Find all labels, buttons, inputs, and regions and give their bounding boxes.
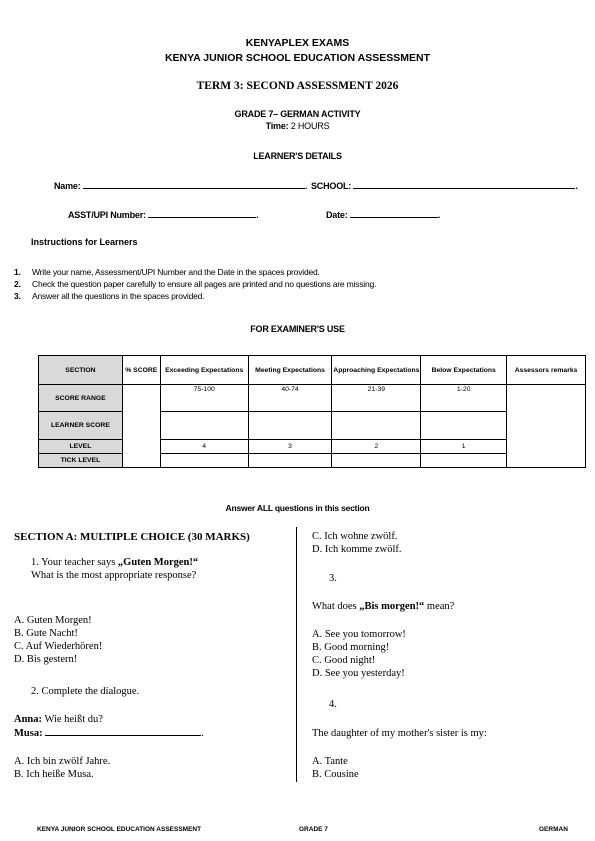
instructions-title: Instructions for Learners xyxy=(31,237,138,247)
option-item[interactable]: A. Tante xyxy=(312,756,348,767)
instructions-list xyxy=(14,266,376,302)
question-1: 1. Your teacher says „Guten Morgen!“ What is the most appropriate response? xyxy=(31,557,199,581)
remarks-cell[interactable] xyxy=(507,385,586,468)
level-cell: 1 xyxy=(421,440,507,454)
anna-label: Anna: xyxy=(14,714,43,725)
col-exceeding: Exceeding Expectations xyxy=(160,356,248,385)
date-label: Date: xyxy=(326,210,348,220)
table-row xyxy=(39,454,586,468)
footer-center: GRADE 7 xyxy=(299,826,328,833)
range-cell: 40-74 xyxy=(248,385,332,412)
tick-cell[interactable] xyxy=(160,454,248,468)
option-item[interactable]: A. See you tomorrow! xyxy=(312,629,406,640)
grade-title: GRADE 7– GERMAN ACTIVITY xyxy=(234,109,361,119)
date-field[interactable]: Date: . xyxy=(326,210,441,220)
level-label: LEVEL xyxy=(39,440,123,454)
option-item[interactable]: D. Ich komme zwölf. xyxy=(312,544,402,555)
dialogue: Anna: Wie heißt du? Musa: . xyxy=(14,714,204,739)
option-item[interactable]: C. Auf Wiederhören! xyxy=(14,641,103,652)
date-blank[interactable] xyxy=(350,209,438,218)
q3-options xyxy=(312,628,406,680)
org-title: KENYAPLEX EXAMS xyxy=(245,37,350,49)
name-field[interactable]: Name: . xyxy=(54,181,308,191)
tick-cell[interactable] xyxy=(421,454,507,468)
instruction-item: 2. Check the question paper carefully to ensure all pages are printed and no questions are missing. xyxy=(14,279,377,289)
range-cell: 21-39 xyxy=(332,385,421,412)
answer-all-note: Answer ALL questions in this section xyxy=(225,503,370,513)
tick-cell[interactable] xyxy=(332,454,421,468)
musa-answer-blank[interactable] xyxy=(45,726,201,736)
option-item[interactable]: B. Ich heiße Musa. xyxy=(14,769,94,780)
tick-cell[interactable] xyxy=(248,454,332,468)
q1-options xyxy=(14,614,102,666)
school-label: SCHOOL: xyxy=(311,181,352,191)
q2-options-right xyxy=(312,530,402,556)
anna-text: Wie heißt du? xyxy=(44,714,103,725)
table-row xyxy=(39,385,586,412)
footer-right: GERMAN xyxy=(539,826,568,833)
range-cell: 1-20 xyxy=(421,385,507,412)
option-item[interactable]: D. Bis gestern! xyxy=(14,654,78,665)
examiner-table xyxy=(38,355,586,468)
range-cell: 75-100 xyxy=(160,385,248,412)
name-blank[interactable] xyxy=(83,180,305,189)
instruction-item: 3. Answer all the questions in the spaces provided. xyxy=(14,291,205,301)
time-label: Time: xyxy=(265,121,289,131)
question-3: What does „Bis morgen!“ mean? xyxy=(312,601,455,612)
option-item[interactable]: B. Cousine xyxy=(312,769,359,780)
time-line xyxy=(0,121,595,131)
asst-field[interactable]: ASST/UPI Number: . xyxy=(68,210,259,220)
learner-score-cell[interactable] xyxy=(248,412,332,440)
col-section: SECTION xyxy=(39,356,123,385)
question-4: The daughter of my mother's sister is my: xyxy=(312,728,487,739)
q3-number: 3. xyxy=(329,573,337,584)
option-item[interactable]: A. Guten Morgen! xyxy=(14,615,92,626)
col-approaching: Approaching Expectations xyxy=(332,356,421,385)
col-remarks: Assessors remarks xyxy=(507,356,586,385)
tick-level-label: TICK LEVEL xyxy=(39,454,123,468)
option-item[interactable]: B. Good morning! xyxy=(312,642,390,653)
section-a-title: SECTION A: MULTIPLE CHOICE (30 MARKS) xyxy=(14,531,250,543)
level-cell: 2 xyxy=(332,440,421,454)
footer-left: KENYA JUNIOR SCHOOL EDUCATION ASSESSMENT xyxy=(37,826,202,833)
asst-blank[interactable] xyxy=(148,209,256,218)
assessment-title: KENYA JUNIOR SCHOOL EDUCATION ASSESSMENT xyxy=(164,52,431,64)
option-item[interactable]: D. See you yesterday! xyxy=(312,668,405,679)
learner-score-cell[interactable] xyxy=(160,412,248,440)
q2-options-left xyxy=(14,755,110,781)
q4-number: 4. xyxy=(329,699,337,710)
table-row xyxy=(39,412,586,440)
column-divider xyxy=(296,527,297,782)
option-item[interactable]: C. Ich wohne zwölf. xyxy=(312,531,398,542)
option-item[interactable]: A. Ich bin zwölf Jahre. xyxy=(14,756,111,767)
table-header-row xyxy=(39,356,586,385)
q4-options xyxy=(312,755,359,781)
learner-score-cell[interactable] xyxy=(421,412,507,440)
col-meeting: Meeting Expectations xyxy=(248,356,332,385)
table-row xyxy=(39,440,586,454)
level-cell: 3 xyxy=(248,440,332,454)
time-value: 2 HOURS xyxy=(290,121,330,131)
term-title: TERM 3: SECOND ASSESSMENT 2026 xyxy=(196,80,399,92)
learner-score-label: LEARNER SCORE xyxy=(39,412,123,440)
score-range-label: SCORE RANGE xyxy=(39,385,123,412)
col-score: % SCORE xyxy=(122,356,160,385)
school-field[interactable]: SCHOOL: . xyxy=(311,181,578,191)
question-2: 2. Complete the dialogue. xyxy=(31,686,140,697)
level-cell: 4 xyxy=(160,440,248,454)
col-below: Below Expectations xyxy=(421,356,507,385)
instruction-item: 1. Write your name, Assessment/UPI Number and the Date in the spaces provided. xyxy=(14,267,320,277)
examiner-title: FOR EXAMINER'S USE xyxy=(250,324,345,334)
asst-label: ASST/UPI Number: xyxy=(68,210,146,220)
option-item[interactable]: C. Good night! xyxy=(312,655,376,666)
option-item[interactable]: B. Gute Nacht! xyxy=(14,628,78,639)
percent-score-cell[interactable] xyxy=(122,385,160,468)
school-blank[interactable] xyxy=(353,180,575,189)
musa-label: Musa: xyxy=(14,728,43,739)
learner-score-cell[interactable] xyxy=(332,412,421,440)
name-label: Name: xyxy=(54,181,81,191)
learner-details-title: LEARNER'S DETAILS xyxy=(253,151,342,161)
